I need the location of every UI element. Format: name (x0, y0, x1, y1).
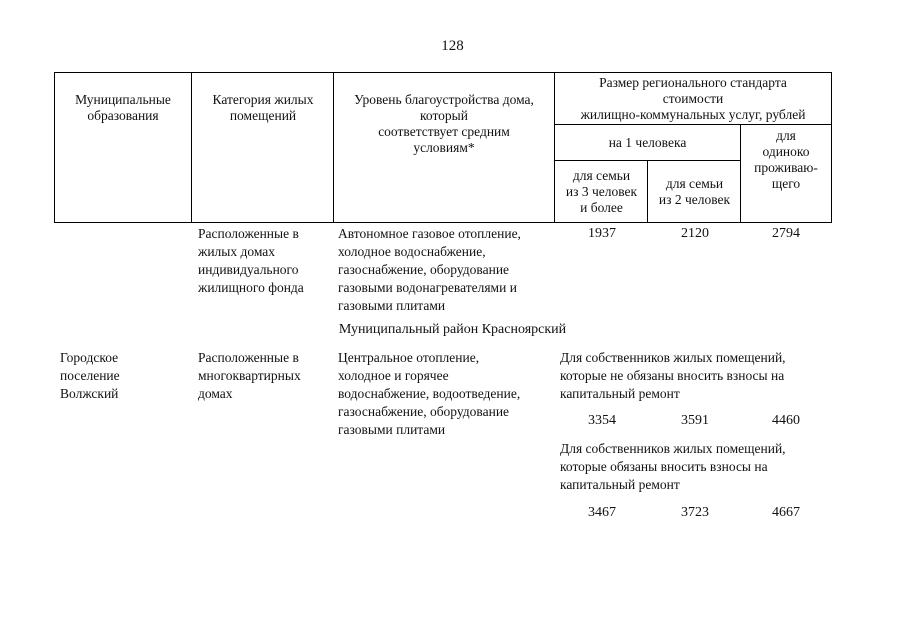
header-border-left (54, 72, 55, 223)
row1-category: Расположенные в жилых домах индивидуального жилищного фонда (198, 226, 304, 295)
row2-municipal: Городское поселение Волжский (60, 350, 120, 401)
row1-value-family2: 2120 (681, 226, 709, 241)
row2-a-value-family2: 3591 (681, 413, 709, 428)
row2-level: Центральное отопление, холодное и горячее водоснабжение, водоотведение, газоснабжение, оборудование газовыми плитами (338, 350, 521, 437)
row1-level: Автономное газовое отопление, холодное водоснабжение, газоснабжение, оборудование газовыми водонагревателями и газовыми плитами (338, 226, 521, 313)
section-title: Муниципальный район Красноярский (338, 322, 567, 337)
row2-a-value-single: 4460 (772, 413, 800, 428)
row2-b-value-single: 4667 (772, 505, 800, 520)
row2-note-capital-repair: Для собственников жилых помещений, которые обязаны вносить взносы на капитальный ремонт (560, 441, 786, 492)
header-inner-divider-2 (647, 160, 648, 223)
header-category: Категория жилых помещений (212, 92, 314, 123)
header-inner-line-1 (554, 124, 832, 125)
header-divider-2 (333, 72, 334, 223)
header-divider-1 (191, 72, 192, 223)
row1-value-single: 2794 (772, 226, 800, 241)
header-family3: для семьи из 3 человек и более (565, 168, 638, 215)
header-single: для одиноко проживаю- щего (754, 128, 818, 191)
header-border-right (831, 72, 832, 223)
header-border-top (54, 72, 832, 73)
row2-b-value-family3: 3467 (588, 505, 616, 520)
row1-value-family3: 1937 (588, 226, 616, 241)
header-level: Уровень благоустройства дома, который соответствует средним условиям* (354, 92, 534, 155)
table-header (54, 72, 832, 223)
header-municipal: Муниципальные образования (75, 92, 171, 123)
header-per-person: на 1 человека (608, 135, 687, 150)
header-inner-divider-1 (740, 124, 741, 223)
page-number: 128 (441, 38, 464, 54)
header-divider-3 (554, 72, 555, 223)
row2-a-value-family3: 3354 (588, 413, 616, 428)
header-standard: Размер регионального стандарта стоимости жилищно-коммунальных услуг, рублей (580, 75, 806, 122)
header-family2: для семьи из 2 человек (658, 176, 731, 207)
row2-b-value-family2: 3723 (681, 505, 709, 520)
row2-note-no-capital-repair: Для собственников жилых помещений, которые не обязаны вносить взносы на капитальный ремонт (560, 350, 786, 401)
header-border-bottom (54, 222, 832, 223)
row2-category: Расположенные в многоквартирных домах (198, 350, 301, 401)
